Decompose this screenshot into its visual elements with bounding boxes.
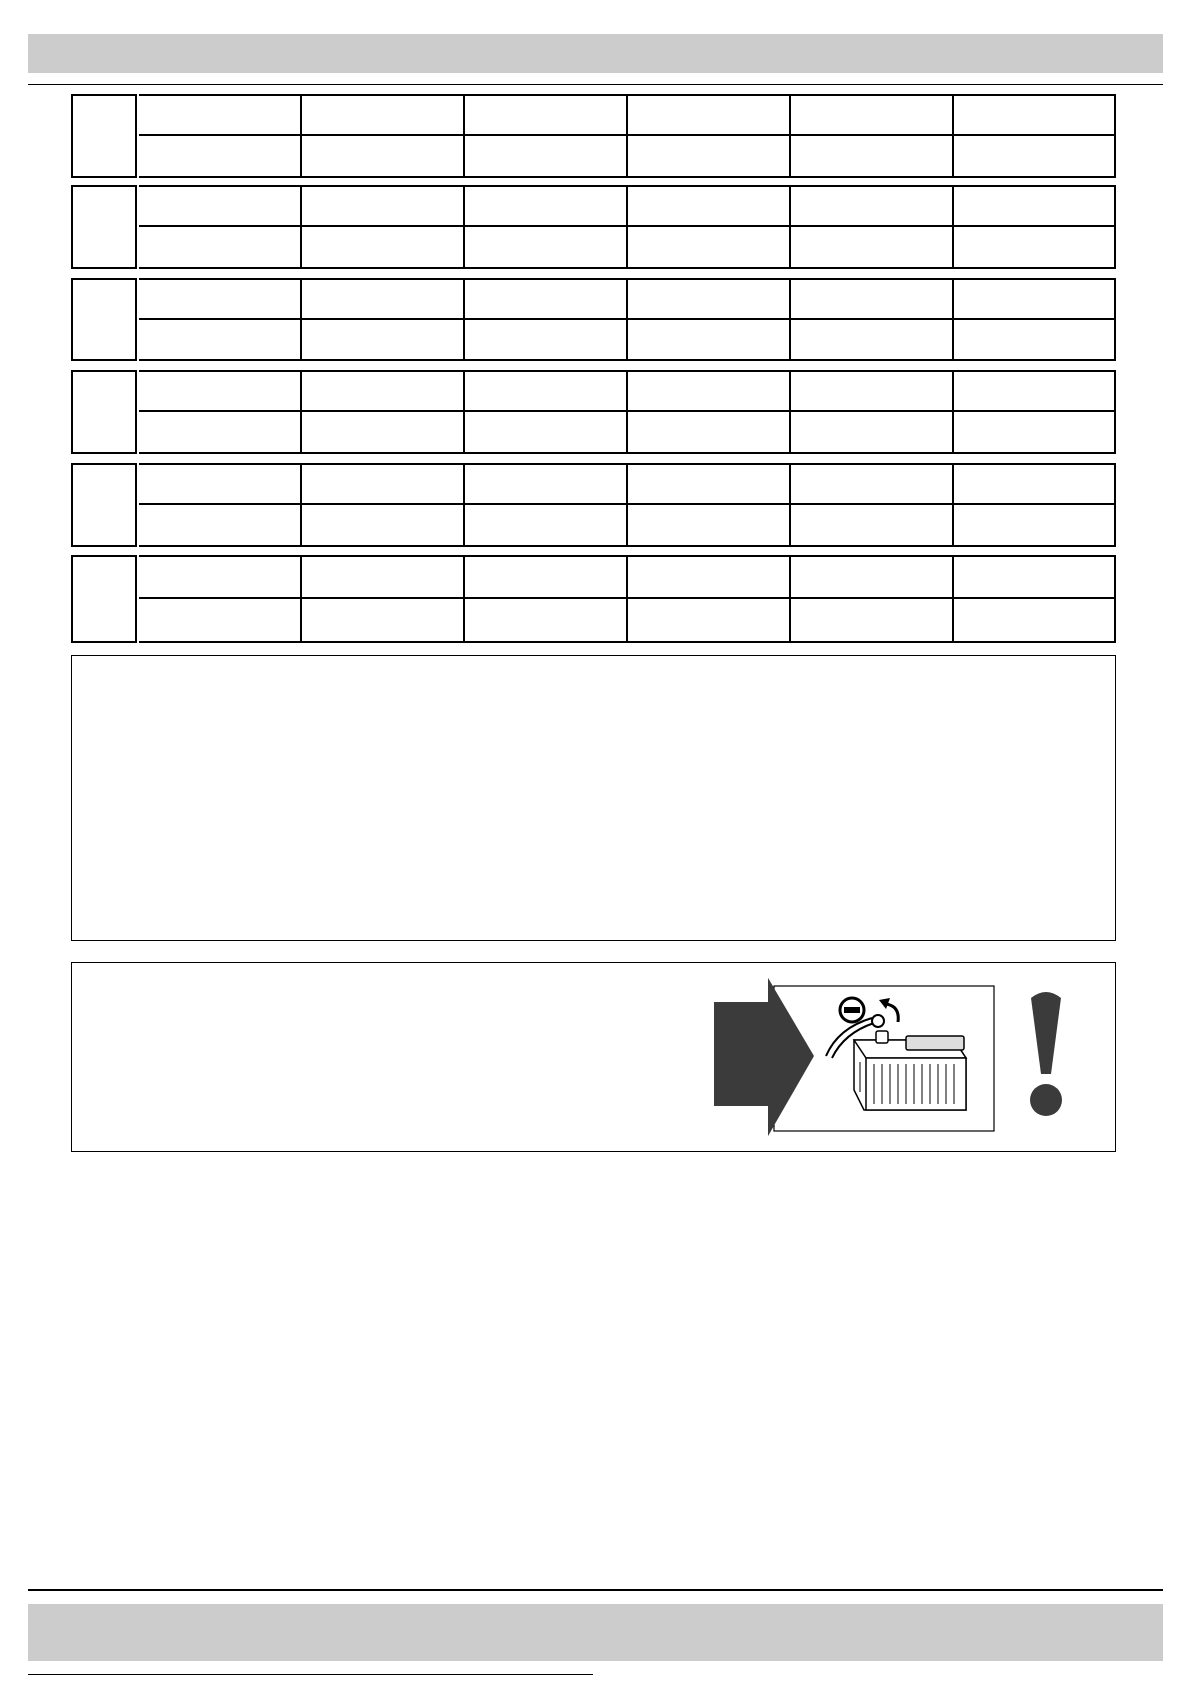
table-row-group [71, 94, 1116, 178]
table-cell [300, 372, 463, 412]
table-cell [952, 96, 1114, 136]
table-cell [626, 505, 789, 545]
table-cell [952, 505, 1114, 545]
table-cell [139, 412, 300, 452]
table-cell [139, 227, 300, 267]
table-cell [952, 187, 1114, 227]
table-cell [463, 372, 626, 412]
row-group-grid [139, 555, 1116, 643]
table-cell [463, 505, 626, 545]
table-cell [626, 465, 789, 505]
table-cell [626, 136, 789, 176]
table-cell [789, 280, 952, 320]
table-cell [952, 227, 1114, 267]
table-cell [952, 280, 1114, 320]
table-cell [139, 557, 300, 599]
footer-strip-line [28, 1674, 593, 1675]
footer-rule [28, 1589, 1163, 1591]
table-cell [300, 505, 463, 545]
table-row-group [71, 185, 1116, 269]
table-cell [463, 96, 626, 136]
table-cell [789, 505, 952, 545]
table-cell [789, 227, 952, 267]
table-cell [139, 136, 300, 176]
row-group-grid [139, 278, 1116, 361]
table-cell [300, 465, 463, 505]
table-cell [626, 557, 789, 599]
table-cell [789, 599, 952, 641]
battery-disconnect-icon [854, 1031, 966, 1110]
table-cell [463, 320, 626, 360]
table-cell [139, 465, 300, 505]
table-cell [139, 505, 300, 545]
table-row-group [71, 463, 1116, 547]
table-cell [789, 136, 952, 176]
table-cell [300, 227, 463, 267]
table-cell [626, 320, 789, 360]
table-cell [789, 557, 952, 599]
table-cell [952, 136, 1114, 176]
table-cell [139, 372, 300, 412]
table-cell [463, 557, 626, 599]
row-group-grid [139, 185, 1116, 269]
table-cell [952, 412, 1114, 452]
minus-terminal-icon [840, 998, 864, 1022]
table-row-group [71, 555, 1116, 643]
table-cell [463, 599, 626, 641]
table-cell [952, 599, 1114, 641]
table-cell [789, 372, 952, 412]
row-group-label [71, 463, 137, 547]
row-group-grid [139, 463, 1116, 547]
row-group-grid [139, 94, 1116, 178]
table-cell [952, 372, 1114, 412]
table-cell [463, 136, 626, 176]
table-cell [626, 227, 789, 267]
row-group-label [71, 370, 137, 454]
table-cell [952, 465, 1114, 505]
header-rule [28, 84, 1163, 85]
battery-warning-figure [714, 978, 1104, 1138]
row-group-label [71, 94, 137, 178]
table-cell [626, 187, 789, 227]
table-cell [463, 280, 626, 320]
table-cell [300, 187, 463, 227]
table-cell [139, 280, 300, 320]
table-cell [952, 320, 1114, 360]
table-cell [139, 599, 300, 641]
table-row-group [71, 370, 1116, 454]
table-cell [300, 412, 463, 452]
table-cell [463, 465, 626, 505]
table-cell [300, 320, 463, 360]
table-cell [626, 599, 789, 641]
table-cell [139, 96, 300, 136]
table-cell [626, 96, 789, 136]
table-cell [463, 412, 626, 452]
row-group-grid [139, 370, 1116, 454]
header-band [28, 34, 1163, 73]
table-cell [626, 372, 789, 412]
table-cell [463, 187, 626, 227]
row-group-label [71, 185, 137, 269]
exclamation-icon [1030, 992, 1062, 1116]
table-cell [789, 96, 952, 136]
table-cell [463, 227, 626, 267]
table-cell [626, 280, 789, 320]
table-cell [789, 187, 952, 227]
table-cell [300, 557, 463, 599]
notes-box [71, 655, 1116, 941]
table-row-group [71, 278, 1116, 361]
table-cell [626, 412, 789, 452]
table-cell [139, 320, 300, 360]
table-cell [139, 187, 300, 227]
table-cell [789, 412, 952, 452]
table-cell [300, 599, 463, 641]
row-group-label [71, 278, 137, 361]
table-cell [300, 280, 463, 320]
footer-band [28, 1604, 1163, 1661]
table-cell [300, 96, 463, 136]
table-cell [789, 320, 952, 360]
row-group-label [71, 555, 137, 643]
table-cell [952, 557, 1114, 599]
table-cell [300, 136, 463, 176]
table-cell [789, 465, 952, 505]
